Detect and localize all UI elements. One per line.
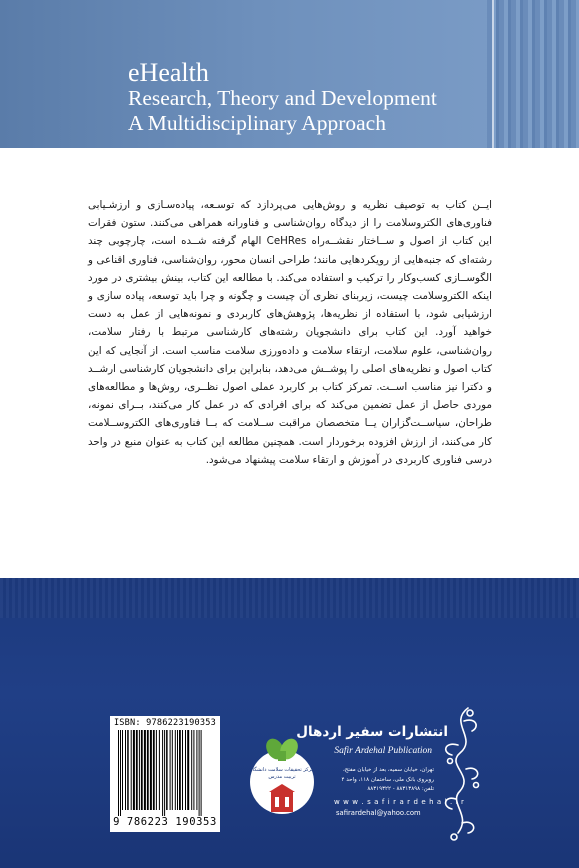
title-line-1: eHealth [128, 58, 209, 87]
book-description: ایــن کتاب به توصیف نظریه و روش‌هایی می‌پردازد که توسـعه، پیاده‌سـازی و ارزشـیابی فناوری‌های الکترو‌سلامت را از دیدگاه روان‌شناسی و فناورانه همراهی می‌کنند. ستون فقرات این کتاب از اصول و ســاختار نقشــه‌راه CeHRes الهام گرفته شــده است، چارچوبی چند رشته‌ای که جنبه‌هایی از رویکردهایی مانند؛ طراحی انسان محور، روان‌شناسی، فناوری اقناعی و الگوســازی کسب‌وکار را ترکیب و استفاده می‌کند. با مطالعه این کتاب، بینش بیشتری در مورد اینکه الکترو‌سلامت چیست، زیربنای نظری آن چیست و چگونه و چرا باید توسعه، پیاده سازی و ارزشیابی شود، با استفاده از نظریه‌ها، پژوهش‌های کاربردی و نمونه‌هایی از عمل به دست خواهید آورد. این کتاب برای دانشجویان رشته‌های کارشناسی مرتبط با رفتار سلامت، روان‌شناسی، علوم سلامت، ارتقاء سلامت و داده‌ورزی سلامت مناسب است. از آنجایی که این کتاب اصول و نظریه‌های اصلی را پوشــش می‌دهد، بنابراین برای دانشجویان کارشناسی ارشــد و دکترا نیز مناسب اســت. تمرکز کتاب بر کاربرد عملی اصول نظــری، روش‌ها و مطالعه‌های موردی حاصل از عمل تضمین می‌کند که برای افرادی که در عمل کار می‌کنند، بــرای نمونه، طراحان، سیاســت‌گزاران یــا متخصصان مراقبت ســلامت که بــا فناوری‌های الکترو‌ســلامت کار می‌کنند، از ارزش افزوده برخوردار است. همچنین مطالعه این کتاب به عنوان منبع در واحد درسی فناوری کاربردی در آموزش و ارتقاء سلامت پیشنهاد می‌شود. [88, 199, 492, 466]
title-line-2: Research, Theory and Development [128, 86, 437, 110]
isbn-label: ISBN: 9786223190353 [113, 718, 217, 728]
top-band [0, 0, 579, 148]
publisher-website: w w w . s a f i r a r d e h a l . i r [334, 798, 465, 806]
address-line: روبروی بانک ملی، ساختمان ۱۱۸، واحد ۴ [341, 776, 434, 783]
decorative-stripes [487, 0, 579, 148]
publisher-address [306, 766, 434, 795]
publisher-name-en: Safir Ardehal Publication [334, 746, 432, 756]
publisher-email: safirardehal@yahoo.com [336, 809, 421, 817]
address-line: تلفن: ۸۸۳۱۳۸۹۸ - ۸۸۳۱۹۳۲۲ [367, 786, 434, 792]
address-line: تهران، خیابان سمیه، بعد از خیابان مفتح، [342, 767, 434, 773]
barcode-bars [118, 730, 212, 816]
divider-line [492, 0, 494, 148]
badge-caption: مرکز تحقیقات سلامت دانشگاه تربیت مدرس [250, 767, 314, 780]
barcode [110, 716, 220, 832]
floral-ornament-icon [438, 703, 488, 843]
barcode-digits: 9 786223 190353 [113, 816, 217, 828]
publisher-name-fa: انتشارات سفیر اردهال [296, 724, 448, 740]
book-title [128, 60, 488, 136]
title-line-3: A Multidisciplinary Approach [128, 111, 386, 135]
